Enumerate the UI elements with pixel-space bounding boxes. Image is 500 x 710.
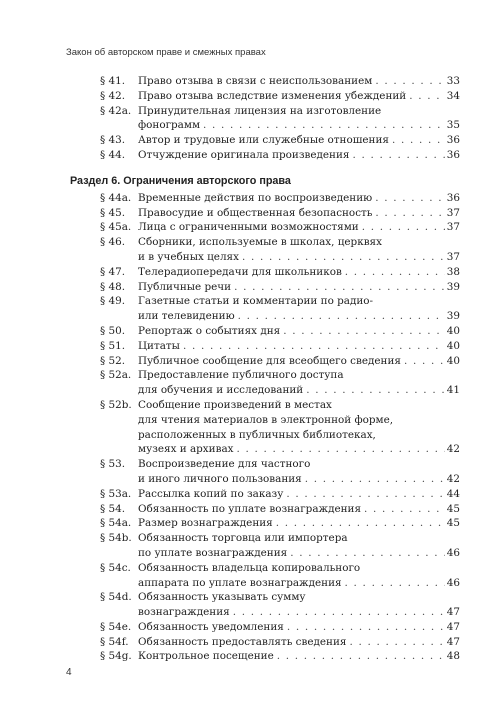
running-header: Закон об авторском праве и смежных правах [66,47,266,58]
toc-entry [100,104,460,134]
entry-title: музеях и архивах [138,443,234,456]
entry-page: 44 [446,487,460,500]
entry-title: Обязанность владельца копировального [138,561,361,574]
section-number: § 54g. [100,650,132,663]
dot-leader [283,324,445,339]
section-number: § 52a. [100,369,132,382]
section-number: § 52. [100,354,126,367]
toc-entry [100,235,460,265]
entry-page: 40 [446,339,460,352]
entry-title: Репортаж о событиях дня [138,324,281,337]
entry-title: расположенных в публичных библиотеках, [138,428,376,441]
section-number: § 49. [100,295,126,308]
section-number: § 42. [100,89,126,102]
toc-entry [100,354,460,369]
dot-leader [362,220,445,235]
entry-title: Контрольное посещение [138,650,274,663]
section-number: § 48. [100,280,126,293]
toc-entry [100,649,460,664]
entry-title: Публичные речи [138,280,232,293]
section-number: § 52b. [100,398,132,411]
entry-title: Отчуждение оригинала произведения [138,148,350,161]
entry-title: и в учебных целях [138,250,239,263]
part-title: Раздел 6. Ограничения авторского права [70,174,291,187]
entry-title: для чтения материалов в электронной форме, [138,413,394,426]
entry-title: Правосудие и общественная безопасность [138,206,373,219]
entry-title: по уплате вознаграждения [138,546,288,559]
entry-title: Газетные статьи и комментарии по радио- [138,295,374,308]
entry-title: Публичное сообщение для всеобщего сведения [138,354,401,367]
entry-page: 34 [446,89,460,102]
toc-entry [100,265,460,280]
toc-group-part-6 [100,191,460,665]
section-number: § 51. [100,339,126,352]
entry-title: Воспроизведение для частного [138,458,311,471]
toc-entry [100,620,460,635]
toc-entry [100,590,460,620]
entry-page: 39 [446,280,460,293]
entry-page: 46 [446,576,460,589]
dot-leader [234,280,445,295]
entry-title: и иного личного пользования [138,472,302,485]
dot-leader [238,309,445,324]
section-number: § 54a. [100,517,132,530]
dot-leader [375,191,445,206]
dot-leader [409,89,445,104]
dot-leader [392,133,445,148]
toc-entry [100,398,460,457]
section-number: § 42a. [100,104,132,117]
dot-leader [242,250,445,265]
dot-leader [276,516,445,531]
entry-page: 42 [446,472,460,485]
section-number: § 45. [100,206,126,219]
entry-page: 36 [446,134,460,147]
entry-page: 42 [446,443,460,456]
entry-title: или телевидению [138,310,235,323]
entry-title: фонограмм [138,119,201,132]
entry-page: 37 [446,206,460,219]
entry-page: 35 [446,119,460,132]
entry-page: 39 [446,310,460,323]
section-number: § 54f. [100,635,129,648]
page-number: 4 [66,667,72,678]
dot-leader [345,265,445,280]
toc-entry [100,280,460,295]
section-number: § 47. [100,265,126,278]
entry-page: 37 [446,221,460,234]
entry-title: Обязанность уведомления [138,620,284,633]
toc-entry [100,89,460,104]
dot-leader [306,383,445,398]
dot-leader [375,206,444,221]
toc-group-before-part [100,74,460,163]
section-number: § 43. [100,134,126,147]
entry-page: 47 [446,635,460,648]
section-number: § 44a. [100,191,132,204]
toc-entry [100,368,460,398]
entry-page: 45 [446,502,460,515]
entry-page: 38 [446,265,460,278]
section-number: § 54. [100,502,126,515]
entry-title: Временные действия по воспроизведению [138,191,373,204]
dot-leader [233,605,445,620]
dot-leader [277,649,445,664]
entry-page: 41 [446,384,460,397]
toc-entry [100,324,460,339]
entry-title: Принудительная лицензия на изготовление [138,104,382,117]
dot-leader [305,472,445,487]
entry-page: 37 [446,250,460,263]
dot-leader [349,635,444,650]
entry-title: Лица с ограниченными возможностями [138,221,359,234]
toc-entry [100,457,460,487]
entry-title: Рассылка копий по заказу [138,487,284,500]
entry-title: аппарата по уплате вознаграждения [138,576,342,589]
toc-entry [100,516,460,531]
dot-leader [286,487,444,502]
dot-leader [290,546,445,561]
entry-title: Право отзыва вследствие изменения убеждений [138,89,407,102]
toc-entry [100,220,460,235]
toc-entry [100,339,460,354]
section-number: § 54c. [100,561,131,574]
entry-page: 47 [446,606,460,619]
dot-leader [352,148,444,163]
section-number: § 54b. [100,532,132,545]
toc-entry [100,487,460,502]
entry-title: Обязанность предоставлять сведения [138,635,347,648]
toc-entry [100,561,460,591]
section-number: § 44. [100,148,126,161]
dot-leader [404,354,445,369]
entry-title: вознаграждения [138,606,230,619]
entry-page: 40 [446,354,460,367]
table-of-contents [70,74,460,664]
entry-title: Обязанность торговца или импортера [138,532,348,545]
entry-title: Сборники, используемые в школах, церквях [138,236,382,249]
dot-leader [183,339,445,354]
entry-title: Размер вознаграждения [138,517,273,530]
toc-entry [100,133,460,148]
toc-entry [100,502,460,517]
entry-page: 33 [446,75,460,87]
toc-entry [100,294,460,324]
section-number: § 50. [100,324,126,337]
section-number: § 46. [100,236,126,249]
entry-title: Обязанность по уплате вознаграждения [138,502,362,515]
dot-leader [375,74,444,89]
toc-entry [100,148,460,163]
entry-title: Цитаты [138,339,180,352]
entry-page: 36 [446,148,460,161]
section-number: § 54e. [100,620,132,633]
entry-title: Право отзыва в связи с неиспользованием [138,75,373,87]
entry-title: Обязанность указывать сумму [138,591,306,604]
toc-entry [100,191,460,206]
entry-title: Сообщение произведений в местах [138,398,332,411]
dot-leader [237,442,445,457]
dot-leader [287,620,445,635]
section-number: § 53a. [100,487,132,500]
entry-title: для обучения и исследований [138,384,304,397]
section-number: § 54d. [100,591,132,604]
entry-page: 45 [446,517,460,530]
section-number: § 41. [100,75,126,87]
dot-leader [345,576,445,591]
toc-entry [100,635,460,650]
entry-page: 46 [446,546,460,559]
toc-entry [100,206,460,221]
entry-page: 47 [446,620,460,633]
dot-leader [203,118,445,133]
toc-entry [100,531,460,561]
dot-leader [364,502,445,517]
section-number: § 53. [100,458,126,471]
toc-entry [100,74,460,89]
entry-title: Предоставление публичного доступа [138,369,344,382]
entry-title: Автор и трудовые или служебные отношения [138,134,389,147]
entry-page: 40 [446,324,460,337]
entry-page: 36 [446,191,460,204]
section-number: § 45a. [100,221,132,234]
entry-page: 48 [446,650,460,663]
entry-title: Телерадиопередачи для школьников [138,265,342,278]
